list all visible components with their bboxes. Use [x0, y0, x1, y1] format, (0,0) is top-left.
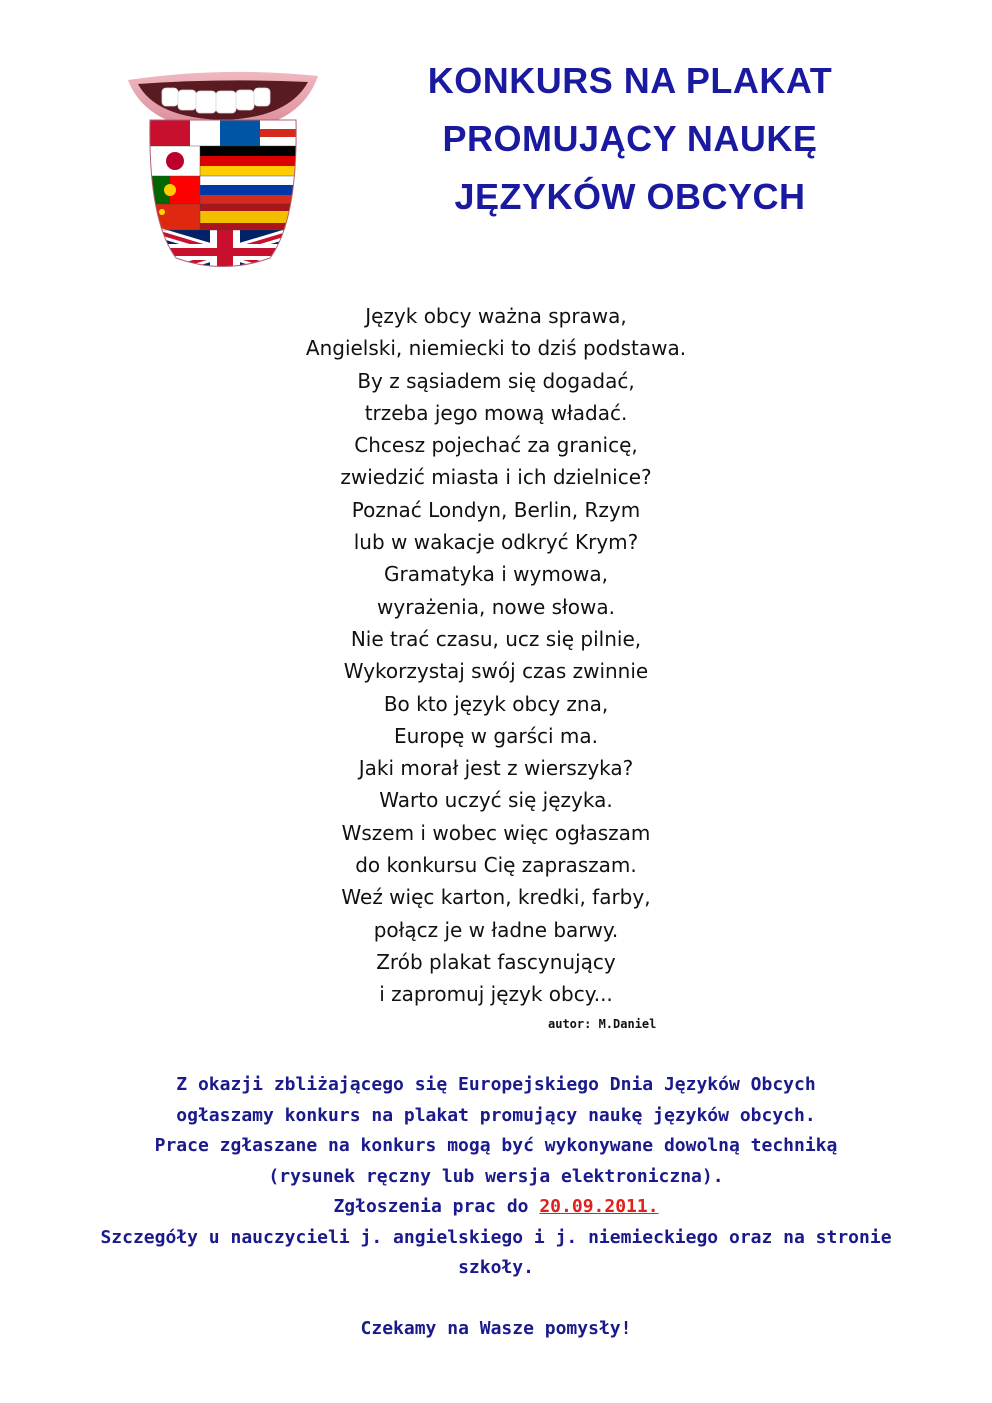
poem-line: wyrażenia, nowe słowa.	[377, 594, 615, 619]
poem-line: trzeba jego mową władać.	[364, 400, 628, 425]
poem-line: Europę w garści ma.	[393, 723, 598, 748]
announcement-line: Prace zgłaszane na konkurs mogą być wykonywane dowolną techniką	[154, 1135, 838, 1156]
poem-line: do konkursu Cię zapraszam.	[355, 853, 637, 878]
poem-line: Wykorzystaj swój czas zwinnie	[343, 659, 649, 684]
announcement-line: Szczegóły u nauczycieli j. angielskiego i j. niemieckiego oraz na stronie	[100, 1226, 892, 1248]
announcement	[80, 1070, 912, 1345]
poem-line: Jaki morał jest z wierszyka?	[358, 756, 634, 781]
poem-line: lub w wakacje odkryć Krym?	[353, 530, 639, 555]
deadline-line	[80, 1192, 912, 1223]
poem-line: Warto uczyć się języka.	[379, 788, 613, 813]
poem-line: Zrób plakat fascynujący	[376, 949, 616, 974]
poem	[196, 300, 796, 1011]
deadline-label: Zgłoszenia prac do	[333, 1196, 540, 1217]
poem-line: Wszem i wobec więc ogłaszam	[341, 820, 651, 845]
poem-line: Język obcy ważna sprawa,	[365, 304, 627, 328]
announcement-line: (rysunek ręczny lub wersja elektroniczna).	[268, 1165, 724, 1187]
spacer	[80, 1284, 912, 1315]
poem-line: i zapromuj język obcy...	[379, 982, 613, 1007]
title-line: PROMUJĄCY NAUKĘ	[442, 118, 818, 159]
poem-line: zwiedzić miasta i ich dzielnice?	[340, 465, 652, 490]
poem-line: Angielski, niemiecki to dziś podstawa.	[305, 336, 687, 361]
poem-line: By z sąsiadem się dogadać,	[357, 368, 635, 393]
poem-line: Gramatyka i wymowa,	[383, 562, 609, 587]
mouth-with-flag-tongue-icon	[128, 70, 318, 270]
title-line: JĘZYKÓW OBCYCH	[454, 176, 806, 217]
announcement-line: ogłaszamy konkurs na plakat promujący naukę języków obcych.	[176, 1104, 816, 1126]
poem-line: Bo kto język obcy zna,	[383, 691, 609, 716]
poem-line: Weź więc karton, kredki, farby,	[341, 885, 651, 910]
poem-line: połącz je w ładne barwy.	[373, 917, 619, 942]
deadline-date: 20.09.2011.	[539, 1196, 659, 1217]
poem-line: Poznać Londyn, Berlin, Rzym	[351, 497, 641, 522]
page-title	[380, 52, 880, 226]
announcement-line: szkoły.	[458, 1257, 534, 1278]
poem-line: Nie trać czasu, ucz się pilnie,	[350, 626, 642, 651]
poem-author: autor: M.Daniel	[548, 1017, 657, 1031]
title-line: KONKURS NA PLAKAT	[427, 60, 833, 101]
poem-line: Chcesz pojechać za granicę,	[354, 433, 638, 458]
closing-line: Czekamy na Wasze pomysły!	[360, 1318, 632, 1339]
announcement-line: Z okazji zbliżającego się Europejskiego Dnia Języków Obcych	[176, 1074, 816, 1095]
